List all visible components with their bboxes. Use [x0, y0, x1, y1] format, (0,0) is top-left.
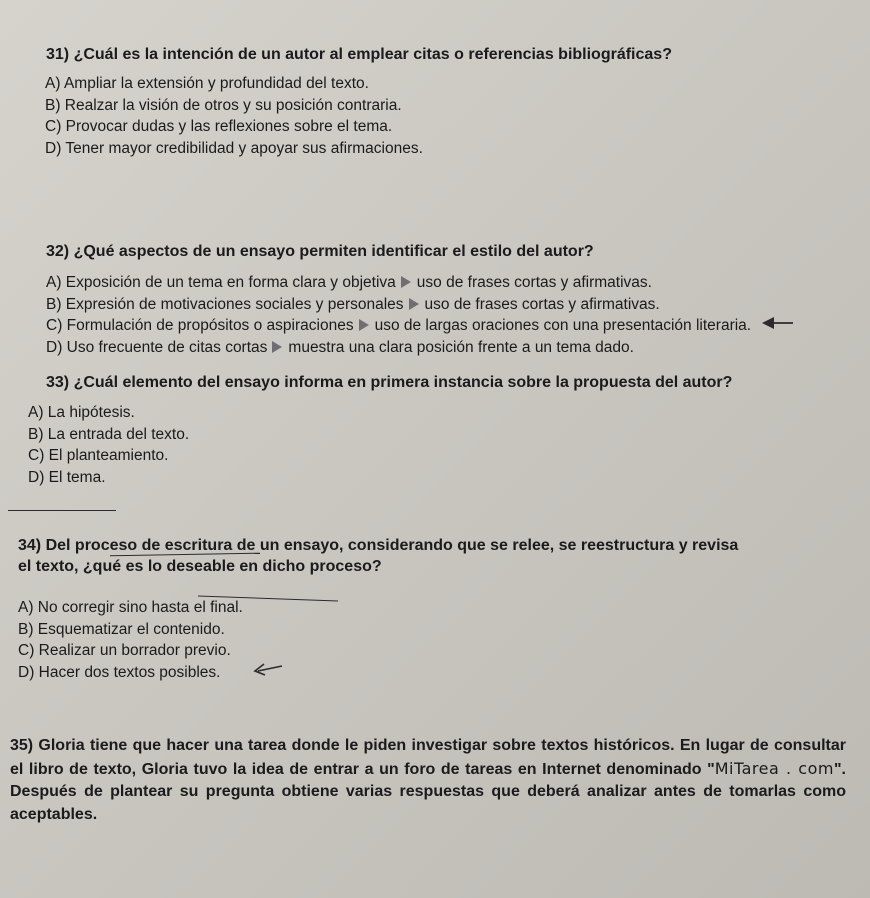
- option-33-c[interactable]: C) El planteamiento.: [28, 447, 169, 464]
- question-35-text-before: 35) Gloria tiene que hacer una tarea donde le piden investigar sobre textos históricos. En lugar de consultar el libro de texto, Gloria tuvo la idea de entrar a un foro de tareas en Internet denominado ": [10, 737, 846, 778]
- option-32-d-part1: D) Uso frecuente de citas cortas: [46, 338, 268, 356]
- question-32: [46, 241, 846, 358]
- right-triangle-icon: [409, 298, 419, 310]
- option-32-c[interactable]: [46, 315, 846, 337]
- question-34-title-line2: el texto, ¿qué es lo deseable en dicho proceso?: [18, 558, 382, 575]
- pen-underline: [8, 510, 116, 511]
- option-32-b[interactable]: [46, 294, 846, 316]
- question-35: [10, 735, 846, 826]
- question-32-title: 32) ¿Qué aspectos de un ensayo permiten identificar el estilo del autor?: [46, 243, 594, 260]
- right-triangle-icon: [359, 319, 369, 331]
- option-32-a-part1: A) Exposición de un tema en forma clara y objetiva: [46, 274, 396, 291]
- option-32-a[interactable]: [46, 272, 846, 294]
- option-32-d[interactable]: [46, 337, 846, 359]
- option-31-b[interactable]: B) Realzar la visión de otros y su posición contraria.: [45, 96, 402, 114]
- right-triangle-icon: [401, 276, 411, 288]
- question-31: [46, 44, 846, 159]
- option-32-c-part2: uso de largas oraciones con una presentación literaria.: [374, 317, 752, 334]
- question-35-text-after: ". Después de plantear su pregunta obtiene varias respuestas que deberá analizar antes de tomarlas como aceptables.: [10, 760, 846, 823]
- question-31-title: 31) ¿Cuál es la intención de un autor al emplear citas o referencias bibliográficas?: [46, 46, 672, 63]
- question-34-options: [18, 597, 818, 683]
- option-32-b-part1: B) Expresión de motivaciones sociales y personales: [46, 295, 404, 313]
- question-33: [28, 372, 846, 488]
- option-32-d-part2: muestra una clara posición frente a un tema dado.: [288, 338, 634, 356]
- option-33-a[interactable]: A) La hipótesis.: [28, 404, 135, 421]
- question-33-options: [28, 402, 846, 488]
- option-34-d[interactable]: D) Hacer dos textos posibles.: [18, 663, 221, 681]
- option-31-d[interactable]: D) Tener mayor credibilidad y apoyar sus afirmaciones.: [45, 139, 423, 157]
- pen-arrow-icon: [760, 316, 794, 330]
- right-triangle-icon: [272, 341, 282, 353]
- option-32-a-part2: uso de frases cortas y afirmativas.: [416, 274, 652, 291]
- question-33-title: 33) ¿Cuál elemento del ensayo informa en primera instancia sobre la propuesta del autor?: [46, 374, 733, 391]
- question-32-options: [46, 272, 846, 358]
- question-34-title-line1: 34) Del proceso de escritura de un ensayo, considerando que se relee, se reestructura y revisa: [18, 537, 739, 554]
- option-33-d[interactable]: D) El tema.: [28, 468, 106, 486]
- option-32-c-part1: C) Formulación de propósitos o aspiraciones: [46, 317, 354, 334]
- pen-arrow-icon: [252, 663, 286, 677]
- option-34-b[interactable]: B) Esquematizar el contenido.: [18, 620, 225, 638]
- option-34-a[interactable]: A) No corregir sino hasta el final.: [18, 599, 243, 616]
- question-31-options: [45, 73, 846, 159]
- option-31-c[interactable]: C) Provocar dudas y las reflexiones sobre el tema.: [45, 118, 393, 135]
- option-34-c[interactable]: C) Realizar un borrador previo.: [18, 642, 231, 659]
- question-34: [18, 535, 818, 683]
- option-32-b-part2: uso de frases cortas y afirmativas.: [424, 295, 660, 313]
- forum-brand: MiTarea . com: [714, 758, 834, 778]
- option-33-b[interactable]: B) La entrada del texto.: [28, 425, 190, 443]
- option-31-a[interactable]: A) Ampliar la extensión y profundidad del texto.: [45, 75, 369, 92]
- question-35-text: [10, 735, 846, 826]
